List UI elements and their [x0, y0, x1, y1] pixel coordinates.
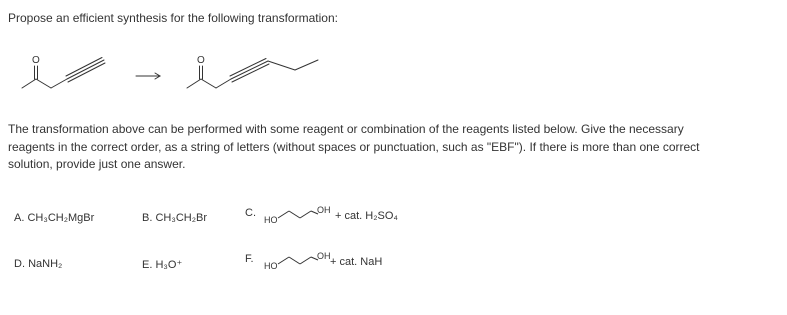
instructions-line-1: The transformation above can be performed with some reagent or combination of the reagents listed below. Give the necessary	[8, 122, 684, 136]
p-bond-3	[216, 79, 231, 88]
reagent-f-suffix: + cat. NaH	[330, 256, 383, 268]
reagent-f-ho: HO	[264, 261, 278, 271]
reagent-c-letter: C.	[245, 207, 256, 219]
p-oxygen-label: O	[197, 55, 205, 66]
reagent-f-structure	[262, 249, 332, 273]
reagent-f-letter: F.	[245, 253, 254, 265]
p-bond-4	[268, 61, 295, 70]
question-prompt: Propose an efficient synthesis for the following transformation:	[8, 11, 338, 25]
reagent-c-suffix: + cat. H₂SO₄	[335, 210, 398, 222]
reagent-b-letter: B.	[142, 212, 153, 224]
reagent-a-letter: A.	[14, 212, 25, 224]
p-triple-3	[232, 64, 269, 82]
sm-bond-3	[51, 79, 67, 88]
reagent-a	[14, 212, 94, 224]
sm-bond-1	[22, 79, 36, 88]
reagent-e-letter: E.	[142, 259, 153, 271]
instructions-line-3: solution, provide just one answer.	[8, 157, 186, 171]
reagent-c-ho: HO	[264, 215, 278, 225]
reagent-d-formula: NaNH₂	[28, 258, 63, 270]
sm-bond-2	[36, 79, 51, 88]
reagent-d	[14, 258, 62, 270]
p-bond-1	[187, 79, 201, 88]
reagent-a-formula: CH₃CH₂MgBr	[27, 212, 95, 224]
p-bond-2	[201, 79, 216, 88]
reagent-c-structure	[262, 203, 332, 227]
instructions-line-2: reagents in the correct order, as a string of letters (without spaces or punctuation, such as "EBF"). If there is more than one correct	[8, 139, 700, 154]
reagent-f-oh: OH	[317, 251, 331, 261]
p-bond-5	[295, 60, 318, 70]
reagent-e	[142, 258, 182, 271]
sm-oxygen-label: O	[32, 55, 40, 66]
question-instructions	[8, 121, 778, 174]
reaction-scheme	[0, 0, 787, 120]
p-triple-2	[230, 59, 266, 77]
reagent-c-oh: OH	[317, 205, 331, 215]
reagent-b	[142, 212, 207, 224]
reagent-e-formula: H₃O⁺	[155, 259, 183, 271]
p-triple-1	[231, 61, 268, 79]
reagent-b-formula: CH₃CH₂Br	[155, 212, 207, 224]
sm-triple-1	[67, 60, 104, 79]
reagent-d-letter: D.	[14, 258, 25, 270]
